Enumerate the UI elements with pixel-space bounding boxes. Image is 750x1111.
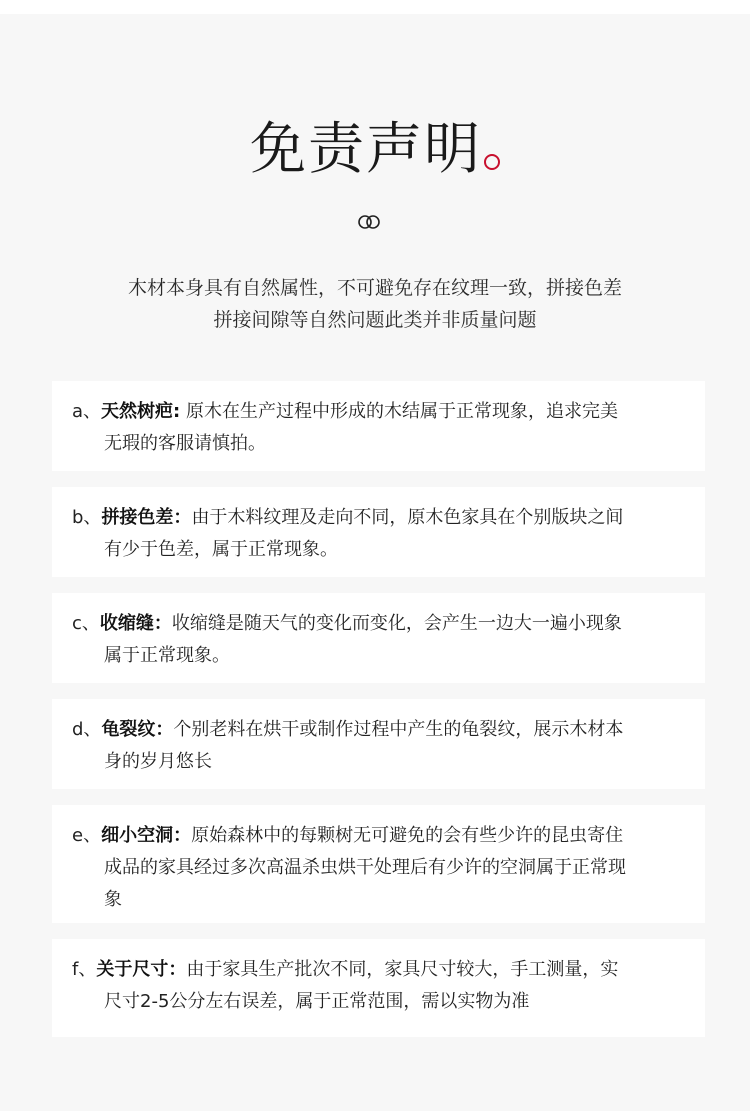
disclaimer-card-b	[52, 487, 705, 577]
item-text: 由于木料纹理及走向不同，原木色家具在个别版块之间	[191, 507, 624, 528]
item-prefix: e、	[72, 825, 102, 846]
item-text: 收缩缝是随天气的变化而变化，会产生一边大一遍小现象	[171, 613, 622, 634]
item-prefix: a、	[72, 401, 102, 422]
top-strip	[0, 0, 750, 14]
item-text-cont: 无瑕的客服请慎拍。	[104, 433, 266, 454]
item-text: 原始森林中的每颗树无可避免的会有些少许的昆虫寄住	[191, 825, 624, 846]
disclaimer-card-e	[52, 805, 705, 923]
intro-line-1: 木材本身具有自然属性，不可避免存在纹理一致，拼接色差	[127, 277, 622, 299]
disclaimer-card-d	[52, 699, 705, 789]
item-text-cont-2: 象	[104, 889, 122, 910]
item-label: 收缩缝：	[99, 613, 172, 634]
item-text-cont: 成品的家具经过多次高温杀虫烘干处理后有少许的空洞属于正常现	[104, 857, 626, 878]
item-text-cont: 有少于色差，属于正常现象。	[104, 539, 338, 560]
item-prefix: d、	[72, 719, 102, 740]
item-prefix: b、	[72, 507, 102, 528]
item-text-cont: 身的岁月悠长	[104, 751, 212, 772]
item-label: 龟裂纹：	[101, 719, 174, 740]
item-label: 关于尺寸：	[96, 959, 187, 980]
item-text: 由于家具生产批次不同，家具尺寸较大，手工测量，实	[186, 959, 619, 980]
disclaimer-card-c	[52, 593, 705, 683]
intro-text	[40, 272, 710, 336]
item-label: 细小空洞：	[101, 825, 192, 846]
disclaimer-card-f	[52, 939, 705, 1037]
item-text-cont: 尺寸2-5公分左右误差，属于正常范围，需以实物为准	[104, 991, 530, 1012]
intro-line-2: 拼接间隙等自然问题此类并非质量问题	[213, 309, 537, 331]
item-text: 个别老料在烘干或制作过程中产生的龟裂纹，展示木材本	[173, 719, 624, 740]
double-ring-icon	[356, 214, 382, 230]
item-label: 拼接色差：	[101, 507, 192, 528]
page-title	[0, 112, 750, 188]
disclaimer-card-a	[52, 381, 705, 471]
item-text: 原木在生产过程中形成的木结属于正常现象，追求完美	[180, 401, 618, 422]
page-title-text: 免责声明	[250, 117, 482, 182]
item-label: 天然树疤:	[101, 401, 181, 422]
item-prefix: f、	[72, 959, 97, 980]
item-prefix: c、	[72, 613, 100, 634]
red-circle-icon	[484, 154, 500, 170]
item-text-cont: 属于正常现象。	[104, 645, 230, 666]
